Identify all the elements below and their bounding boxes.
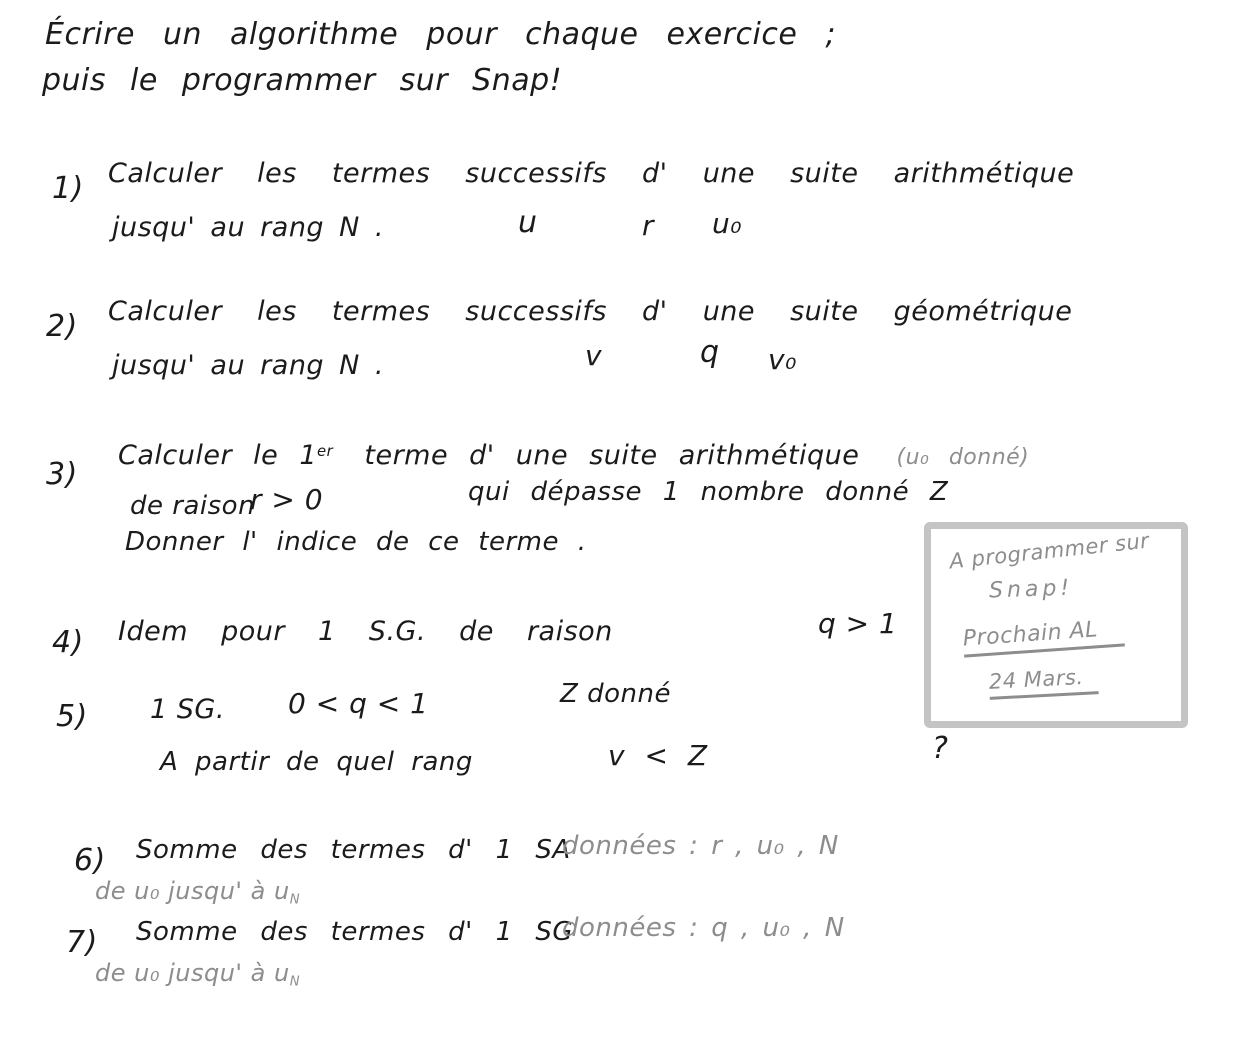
exercise-6-range-text: de u₀ jusqu' à u <box>95 877 290 905</box>
exercise-4-condition-q: q > 1 <box>818 607 898 640</box>
exercise-3-line-3: Donner l' indice de ce terme . <box>125 527 587 557</box>
exercise-3-ordinal-sup: er <box>317 441 334 460</box>
margin-note-box <box>924 522 1188 728</box>
exercise-1-var-u0: u₀ <box>712 207 742 240</box>
exercise-1-var-u: u <box>518 205 538 240</box>
exercise-1-var-r: r <box>642 209 655 242</box>
note-box-next-session: Prochain AL <box>962 615 1125 657</box>
exercise-3-line-2-rest: qui dépasse 1 nombre donné Z <box>468 477 949 507</box>
exercise-3-line-1-rest: terme d' une suite arithmétique <box>364 440 860 471</box>
exercise-3-condition-r: r > 0 <box>250 483 324 516</box>
exercise-5-question-text: A partir de quel rang <box>160 747 473 777</box>
exercise-5-z-given: Z donné <box>560 679 671 709</box>
exercise-7-number: 7) <box>66 925 98 960</box>
exercise-4-number: 4) <box>52 625 84 660</box>
exercise-2-var-v0: v₀ <box>768 343 797 376</box>
exercise-5-question-mark: ? <box>932 731 949 766</box>
exercise-2-var-v: v <box>585 339 603 372</box>
exercise-2-number: 2) <box>46 309 78 344</box>
title-line-1: Écrire un algorithme pour chaque exercice ; <box>45 17 836 52</box>
exercise-2-var-q: q <box>700 335 720 370</box>
exercise-2-line-1: Calculer les termes successifs d' une suite géométrique <box>108 296 1073 327</box>
exercise-7-givens: données : q , u₀ , N <box>562 913 845 943</box>
exercise-7-range-sub-n: N <box>289 974 301 990</box>
exercise-3-line-2-raison: de raison <box>130 491 256 521</box>
exercise-1-number: 1) <box>52 171 84 206</box>
exercise-6-range-sub-n: N <box>289 892 301 908</box>
exercise-6-givens: données : r , u₀ , N <box>562 831 839 861</box>
exercise-7-range-note <box>95 960 300 990</box>
exercise-5-condition-q: 0 < q < 1 <box>288 687 429 720</box>
note-box-line-1: A programmer sur <box>948 528 1151 574</box>
title-line-2: puis le programmer sur Snap! <box>42 63 563 98</box>
exercise-1-line-2: jusqu' au rang N . <box>112 212 385 243</box>
exercise-6-number: 6) <box>74 843 106 878</box>
exercise-3-line-1 <box>118 440 1029 471</box>
exercise-2-line-2: jusqu' au rang N . <box>112 350 385 381</box>
exercise-4-line-1: Idem pour 1 S.G. de raison <box>118 616 613 647</box>
exercise-6-line-1: Somme des termes d' 1 SA <box>136 835 571 865</box>
exercise-5-sg-label: 1 SG. <box>150 694 225 725</box>
exercise-5-condition-v: v < Z <box>608 739 708 772</box>
exercise-3-line-1-text: Calculer le 1 <box>118 440 318 471</box>
exercise-3-u0-given-note: (u₀ donné) <box>896 445 1030 470</box>
note-box-date: 24 Mars. <box>988 664 1098 700</box>
exercise-6-range-note <box>95 878 300 908</box>
exercise-5-number: 5) <box>56 699 88 734</box>
note-box-line-2: Snap! <box>988 575 1074 604</box>
exercise-7-line-1: Somme des termes d' 1 SG <box>136 917 574 947</box>
exercise-1-line-1: Calculer les termes successifs d' une suite arithmétique <box>108 158 1075 189</box>
exercise-3-number: 3) <box>46 457 78 492</box>
exercise-7-range-text: de u₀ jusqu' à u <box>95 959 290 987</box>
